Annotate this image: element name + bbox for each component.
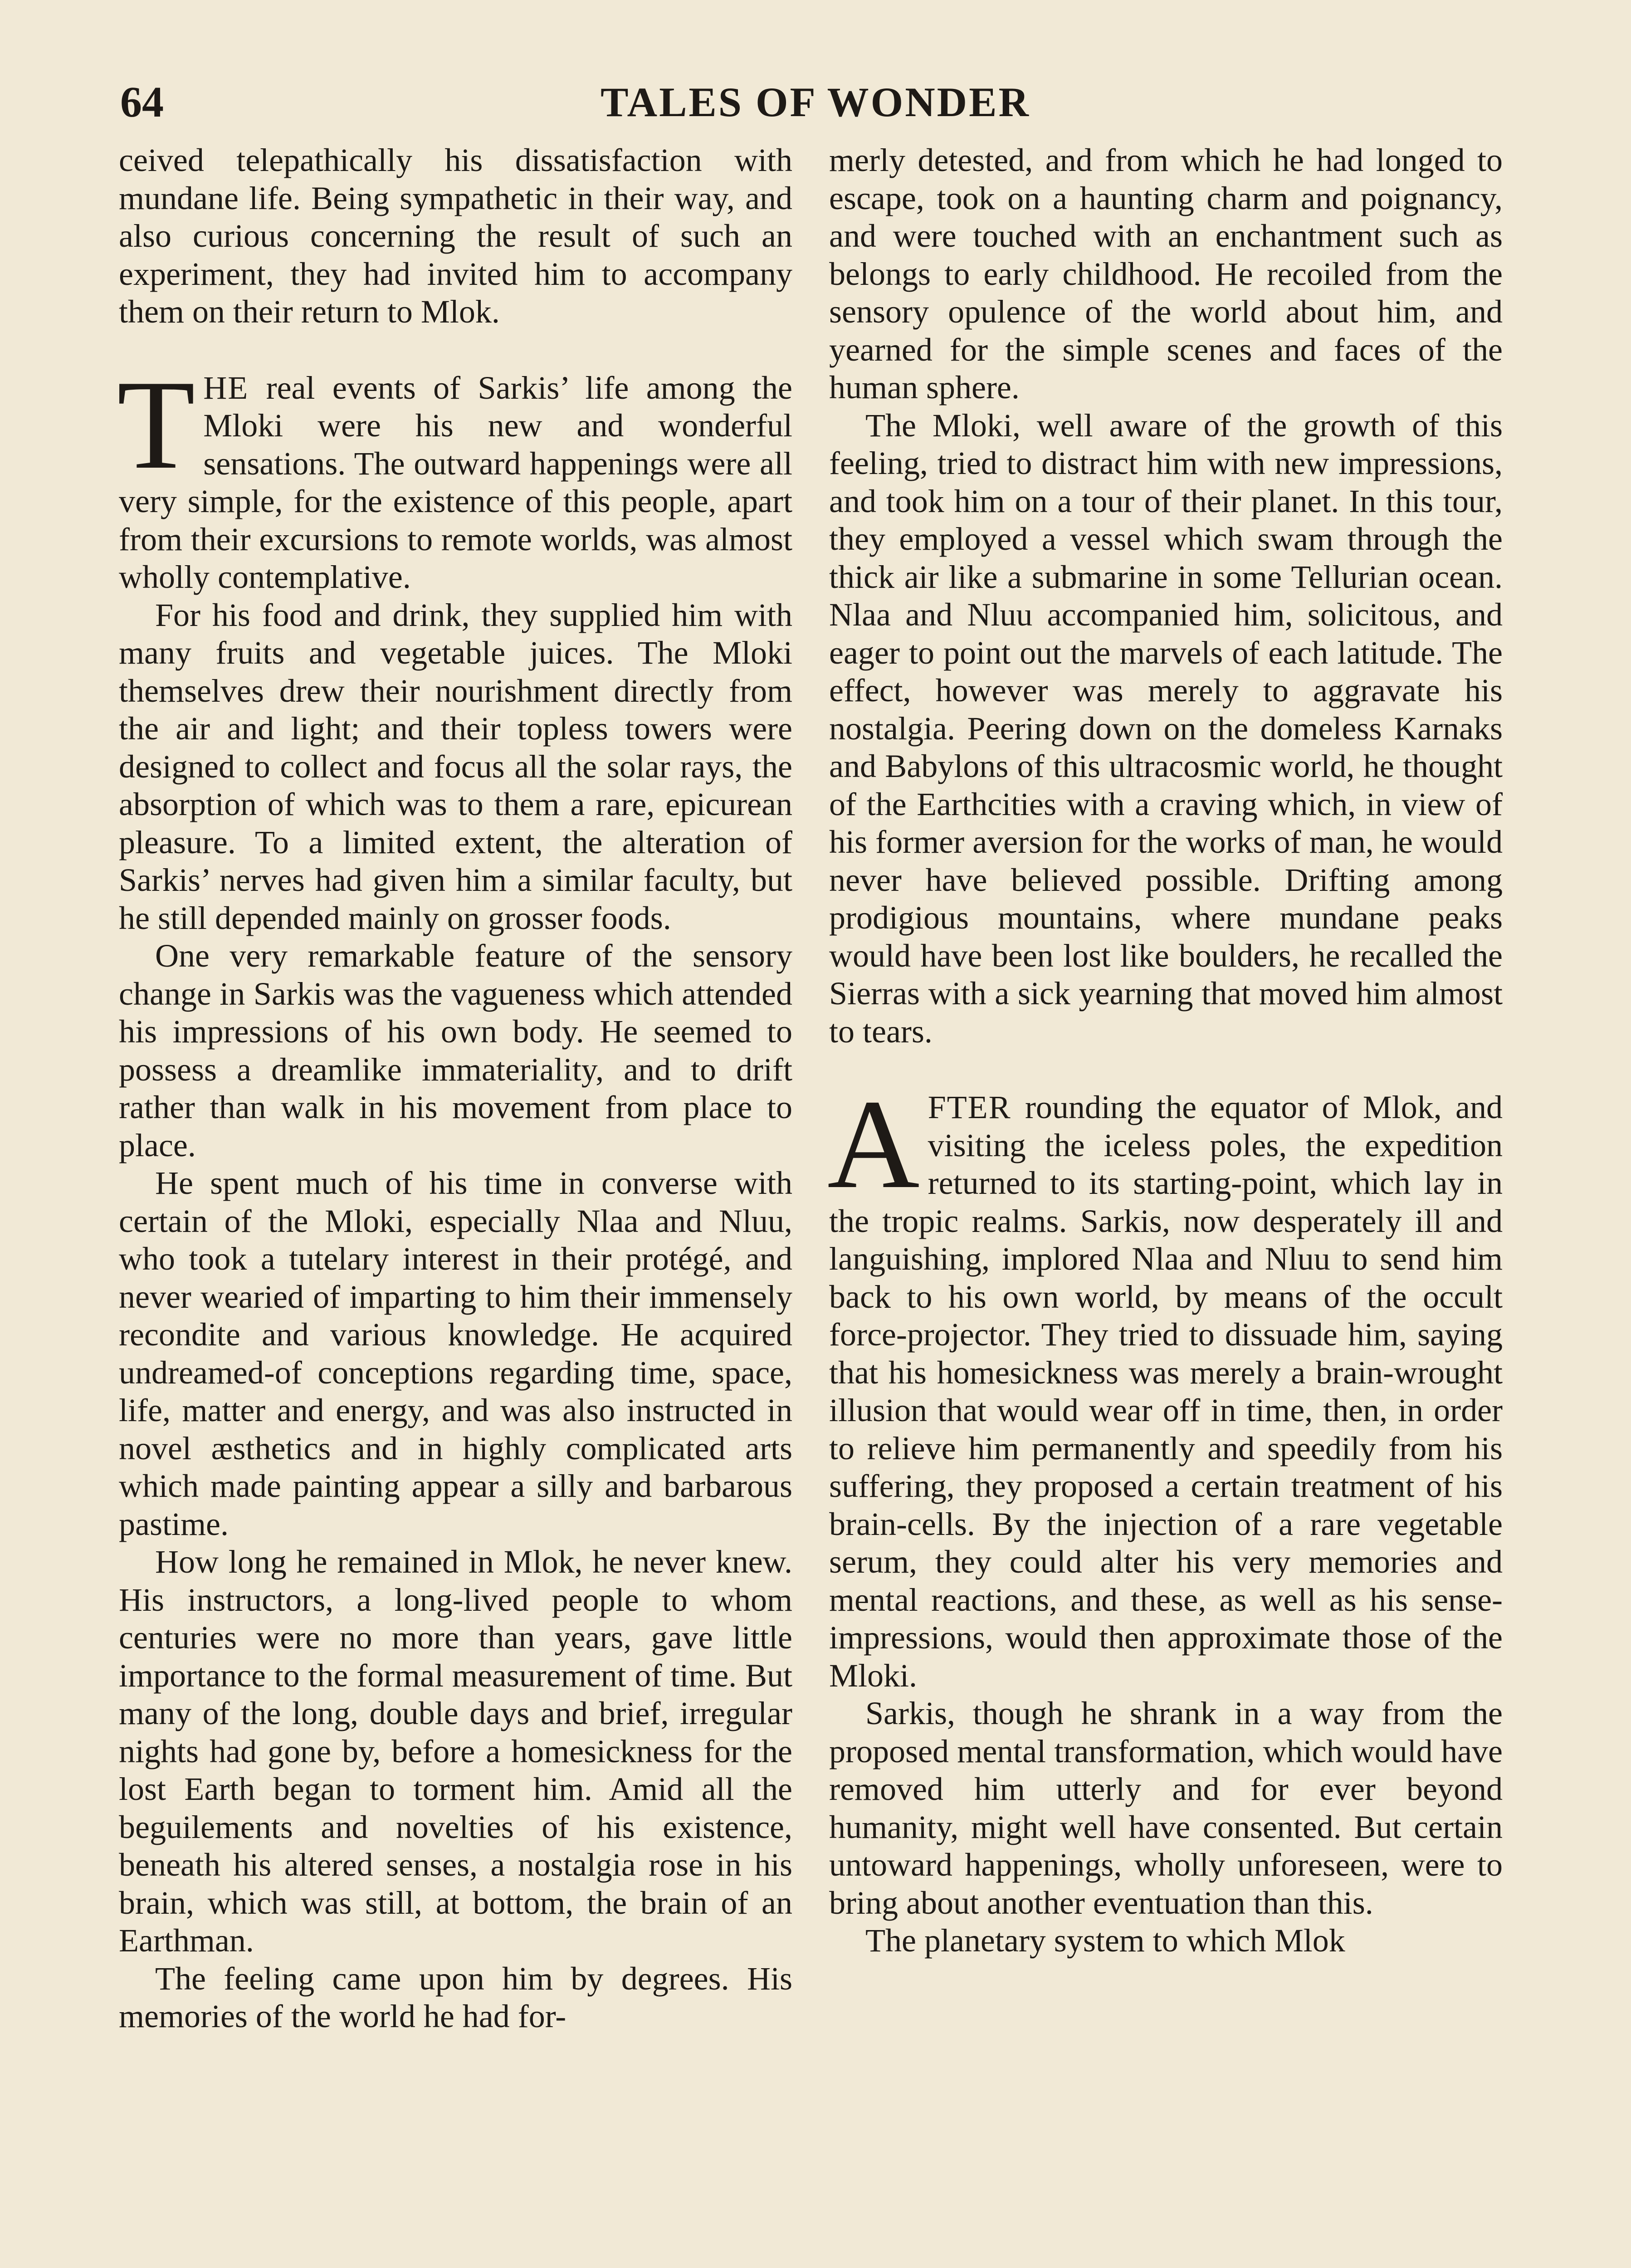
paragraph: How long he remained in Mlok, he never knew. His instructors, a long-lived people to whom centuries were no more than years, gave little importance to the formal measurement of time. But many of the long, double days and brief, irregular nights had gone by, before a homesickness for the lost Earth began to torment him. Amid all the beguilements and novelties of his existence, beneath his altered senses, a nostalgia rose in his brain, which was still, at bottom, the brain of an Earthman. xyxy=(119,1544,792,1959)
paragraph: Sarkis, though he shrank in a way from the proposed mental transformation, which would have removed him utterly and for ever beyond humanity, might well have consented. But certain untoward happenings, wholly unforeseen, were to bring about another eventuation than this. xyxy=(829,1695,1503,1921)
paragraph: He spent much of his time in converse with certain of the Mloki, especially Nlaa and Nluu, who took a tutelary interest in their protégé, and never wearied of imparting to him their immensely recondite and various knowledge. He acquired undreamed-of conceptions regarding time, space, life, matter and energy, and was also instructed in novel æsthetics and in highly complicated arts which made painting appear a silly and barbarous pastime. xyxy=(119,1165,792,1542)
section-paragraph xyxy=(117,353,792,596)
paragraph: The Mloki, well aware of the growth of this feeling, tried to distract him with new impressions, and took him on a tour of their planet. In this tour, they employed a vessel which swam through the thick air like a submarine in some Tellurian ocean. Nlaa and Nluu accompanied him, solicitous, and eager to point out the marvels of each latitude. The effect, however was merely to aggravate his nostalgia. Peering down on the domeless Karnaks and Babylons of this ultracosmic world, he thought of the Earthcities with a craving which, in view of his former aversion for the works of man, he would never have believed possible. Drifting among prodigious mountains, where mundane peaks would have been lost like boulders, he recalled the Sierras with a sick yearning that moved him almost to tears. xyxy=(829,407,1503,1050)
small-caps-lead: FTER xyxy=(928,1089,1011,1125)
drop-cap: A xyxy=(827,1073,920,1215)
paragraph: merly detested, and from which he had longed to escape, took on a haunting charm and poignancy, and were touched with an enchantment such as belongs to early childhood. He recoiled from the sensory opulence of the world about him, and yearned for the simple scenes and faces of the human sphere. xyxy=(829,142,1503,406)
paragraph-text: rounding the equator of Mlok, and visiting the iceless poles, the expedition returned to its starting-point, which lay in the tropic realms. Sarkis, now desperately ill and languishing, implored Nlaa and Nluu to send him back to his own world, by means of the occult force-projector. They tried to dissuade him, saying that his homesickness was merely a brain-wrought illusion that would wear off in time, then, in order to relieve him permanently and speedily from his suffering, they proposed a certain treatment of his brain-cells. By the injection of a rare vegetable serum, they could alter his very memories and mental reactions, and these, as well as his sense-impressions, would then approximate those of the Mloki. xyxy=(829,1089,1503,1694)
paragraph: One very remarkable feature of the sensory change in Sarkis was the vagueness which attended his impressions of his own body. He seemed to possess a dreamlike immateriality, and to drift rather than walk in his movement from place to place. xyxy=(119,938,792,1163)
paragraph: The feeling came upon him by degrees. His memories of the world he had for- xyxy=(119,1960,792,2034)
section-paragraph xyxy=(827,1073,1503,1695)
running-title: TALES OF WONDER xyxy=(601,79,1030,125)
page-header xyxy=(0,68,1631,136)
paragraph: ceived telepathically his dissatisfaction with mundane life. Being sympathetic in their way, and also curious concerning the result of such an experiment, they had invited him to accompany them on their return to Mlok. xyxy=(119,142,792,330)
drop-cap: T xyxy=(117,353,195,495)
page-number: 64 xyxy=(120,78,164,126)
right-column xyxy=(829,142,1503,2268)
paragraph: For his food and drink, they supplied him with many fruits and vegetable juices. The Mloki themselves drew their nourishment directly from the air and light; and their topless towers were designed to collect and focus all the solar rays, the absorption of which was to them a rare, epicurean pleasure. To a limited extent, the alteration of Sarkis’ nerves had given him a similar faculty, but he still depended mainly on grosser foods. xyxy=(119,596,792,936)
small-caps-lead: HE xyxy=(203,369,249,406)
paragraph-text: real events of Sarkis’ life among the Mloki were his new and wonderful sensations. The outward happenings were all very simple, for the existence of this people, apart from their excursions to remote worlds, was almost wholly contemplative. xyxy=(119,369,792,595)
paragraph: The planetary system to which Mlok xyxy=(865,1922,1345,1959)
left-column xyxy=(119,142,792,2268)
